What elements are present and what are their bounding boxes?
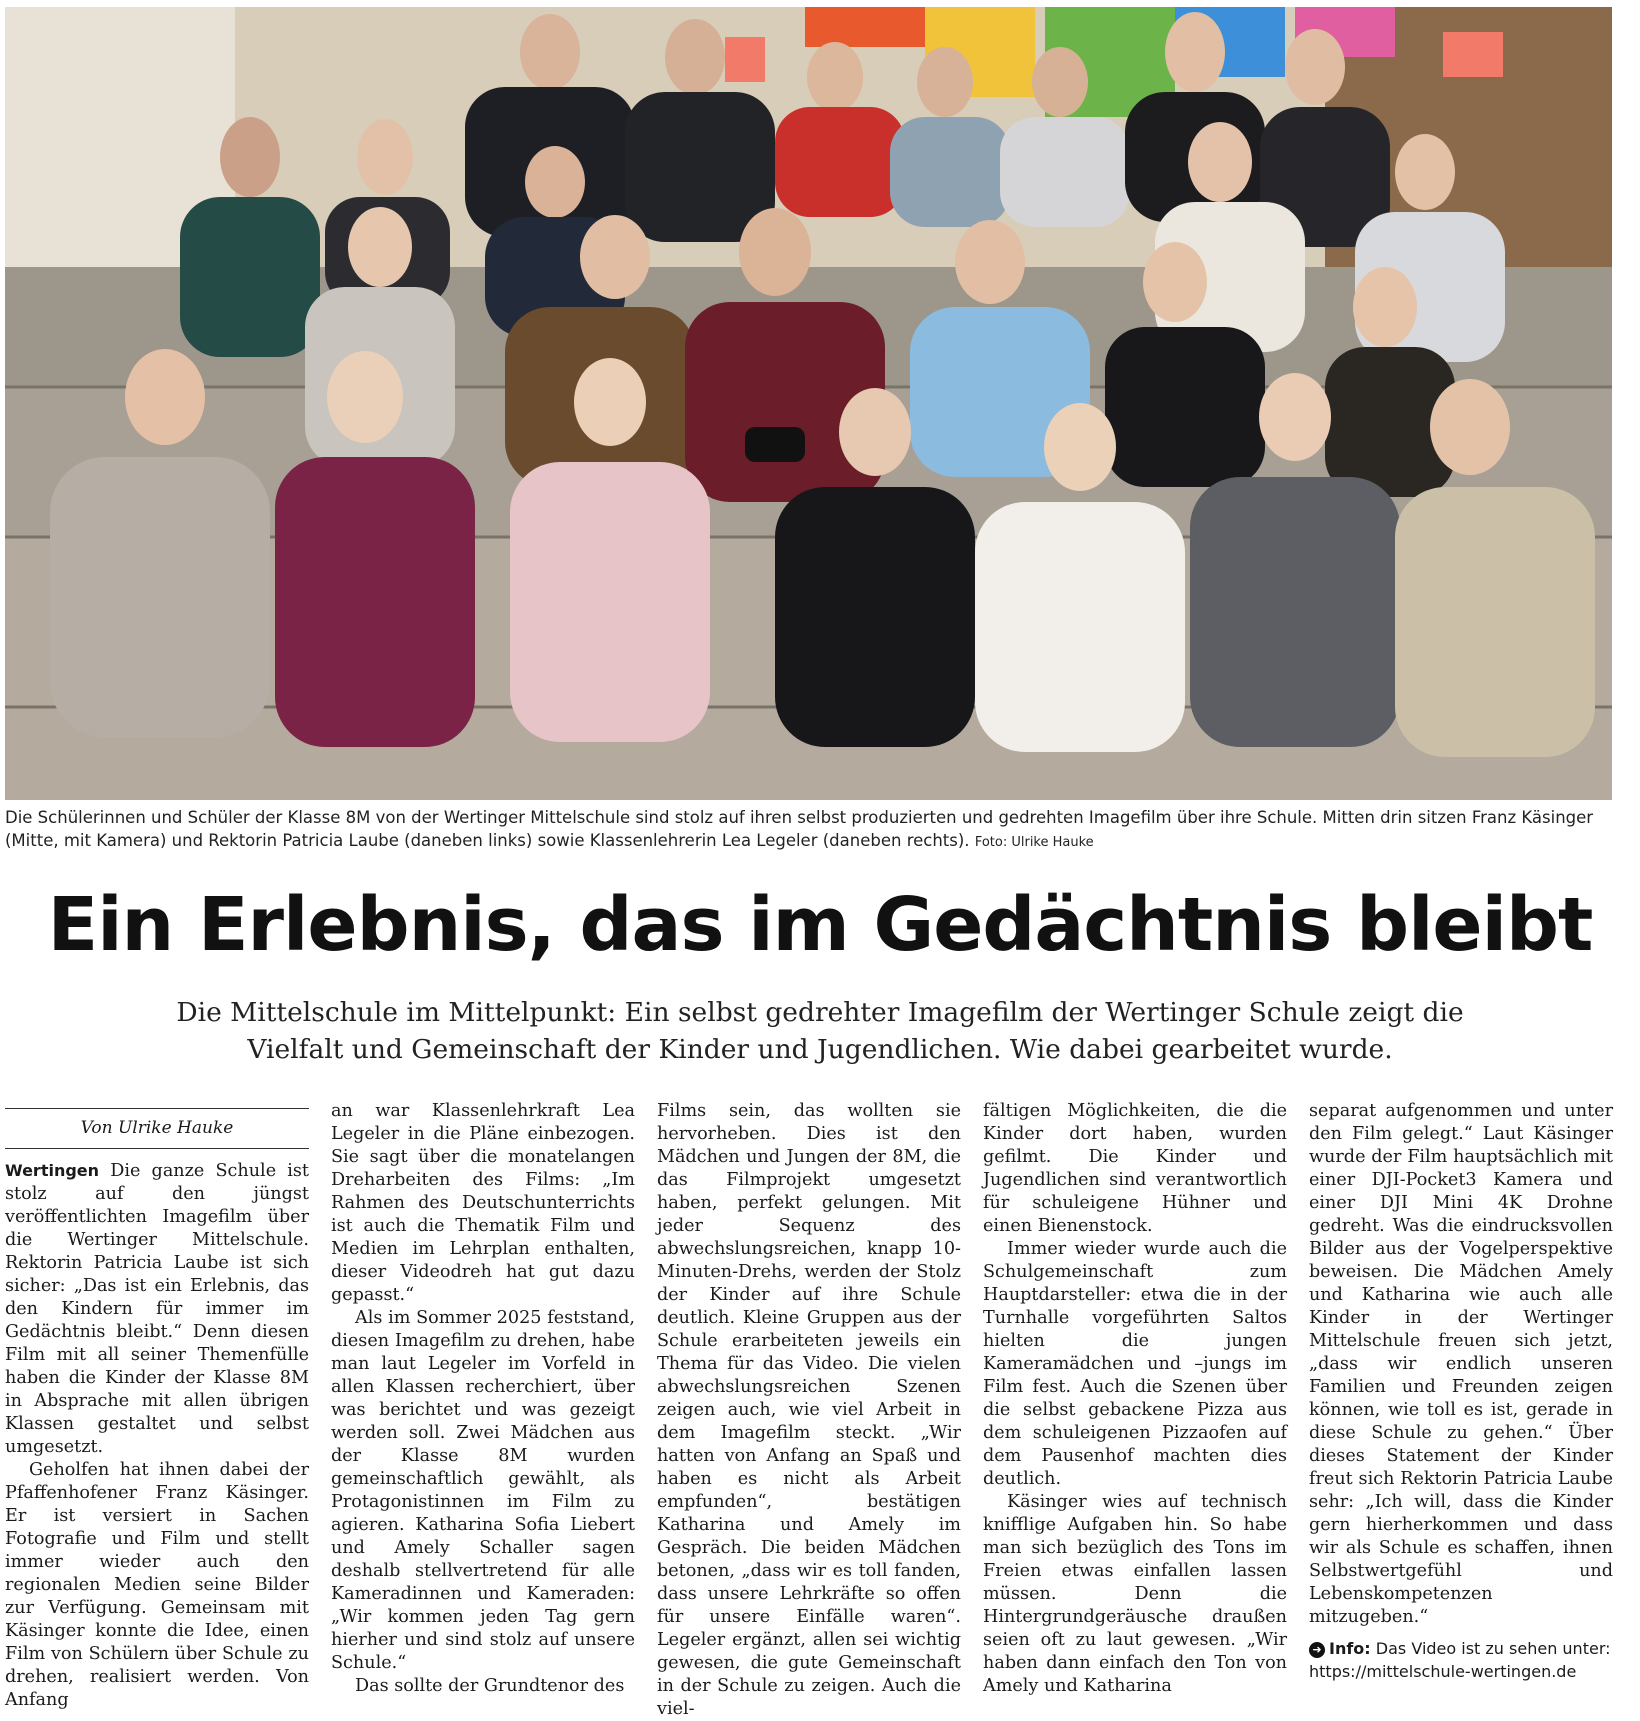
- paragraph: an war Klassenlehrkraft Lea Legeler in die Pläne einbezogen. Sie sagt über die monatelangen Dreharbeiten des Films: „Im Rahmen des Deutschunterrichts ist auch die Thematik Film und Medien im Lehrplan enthalten, dieser Videodreh hat gut dazu gepasst.“: [331, 1101, 635, 1305]
- byline-box: [5, 1108, 309, 1149]
- paragraph: Das sollte der Grundtenor des: [355, 1676, 625, 1696]
- paragraph: fältigen Möglichkeiten, die die Kinder dort haben, wurden gefilmt. Die Kinder und Jugendlichen sind verantwortlich für schuleigene Hühner und einen Bienenstock.: [983, 1101, 1287, 1236]
- paragraph: separat aufgenommen und unter den Film gelegt.“ Laut Käsinger wurde der Film hauptsächlich mit einer DJI-Pocket3 Kamera und einer DJI Mini 4K Drohne gedreht. Was die eindrucksvollen Bilder aus der Vogelperspektive beweisen. Die Mädchen Amely und Katharina wie auch alle Kinder in der Wertinger Mittelschule freuen sich jetzt, „dass wir endlich unseren Familien und Freunden zeigen können, wie toll es ist, gerade in diese Schule zu gehen.“ Über dieses Statement der Kinder freut sich Rektorin Patricia Laube sehr: „Ich will, dass die Kinder gern hierherkommen und dass wir als Schule es schaffen, ihnen Selbstwertgefühl und Lebenskompetenzen mitzugeben.“: [1309, 1101, 1613, 1627]
- column-4: [983, 1100, 1287, 1696]
- paragraph: Films sein, das wollten sie hervorheben. Dies ist den Mädchen und Jungen der 8M, die das Filmprojekt umgesetzt haben, perfekt gelungen. Mit jeder Sequenz des abwechslungsreichen, knapp 10-Minuten-Drehs, werden der Stolz der Kinder auf ihre Schule deutlich. Kleine Gruppen aus der Schule erarbeiteten jeweils ein Thema für das Video. Die vielen abwechslungsreichen Szenen zeigen auch, wie viel Arbeit in dem Imagefilm steckt. „Wir hatten von Anfang an Spaß und haben es nicht als Arbeit empfunden“, bestätigen Katharina und Amely im Gespräch. Die beiden Mädchen betonen, „dass wir es toll fanden, dass unsere Lehrkräfte so offen für unsere Einfälle waren“. Legeler ergänzt, allen sei wichtig gewesen, die gute Gemeinschaft in der Schule zu zeigen. Auch die viel-: [657, 1101, 961, 1719]
- subheadline-line: Die Mittelschule im Mittelpunkt: Ein selbst gedrehter Imagefilm der Wertinger Schule zeigt die: [176, 997, 1464, 1028]
- article-body: [5, 1100, 1617, 1719]
- paragraph: Geholfen hat ihnen dabei der Pfaffenhofener Franz Käsinger. Er ist versiert in Sachen Fotografie und Film und stellt immer wieder auch den regionalen Medien seine Bilder zur Verfügung. Gemeinsam mit Käsinger konnte die Idee, einen Film von Schülern über Schule zu drehen, realisiert werden. Von Anfang: [5, 1460, 309, 1710]
- arrow-right-icon: ➜: [1309, 1642, 1325, 1658]
- byline: Von Ulrike Hauke: [80, 1118, 234, 1138]
- subheadline: [120, 994, 1520, 1068]
- info-text: Das Video ist zu sehen unter:: [1375, 1639, 1611, 1658]
- headline: Ein Erlebnis, das im Gedächtnis bleibt: [47, 882, 1593, 968]
- group-photo-image: [5, 7, 1612, 800]
- paragraph: [5, 1159, 309, 1459]
- paragraph-text: Die ganze Schule ist stolz auf den jüngst veröffentlichten Imagefilm über die Wertinger Mittelschule. Rektorin Patricia Laube ist sich sicher: „Das ist ein Erlebnis, das den Kindern für immer im Gedächtnis bleibt.“ Denn diesen Film mit all seiner Themenfülle haben die Kinder der Klasse 8M in Absprache mit allen übrigen Klassen gestaltet und selbst umgesetzt.: [5, 1161, 310, 1457]
- photo-caption: [5, 806, 1613, 854]
- group-photo: [5, 7, 1612, 800]
- subheadline-line: Vielfalt und Gemeinschaft der Kinder und Jugendlichen. Wie dabei gearbeitet wurde.: [247, 1034, 1393, 1065]
- paragraph: Immer wieder wurde auch die Schulgemeinschaft zum Hauptdarsteller: etwa die in der Turnhalle vorgeführten Saltos hielten die jungen Kameramädchen und –jungs im Film fest. Auch die Szenen über die selbst gebackene Pizza aus dem schuleigenen Pizzaofen auf dem Pausenhof machten dies deutlich.: [983, 1239, 1287, 1489]
- dateline-place: Wertingen: [5, 1161, 100, 1180]
- photo-credit: Foto: Ulrike Hauke: [974, 835, 1094, 850]
- column-1: [5, 1100, 310, 1710]
- paper-decoration: [805, 7, 925, 47]
- info-box: [1309, 1637, 1613, 1683]
- paragraph: Käsinger wies auf technisch knifflige Aufgaben hin. So habe man sich bezüglich des Tons im Freien etwas einfallen lassen müssen. Denn die Hintergrundgeräusche draußen seien oft zu laut gewesen. „Wir haben dann einfach den Ton von Amely und Katharina: [983, 1492, 1287, 1696]
- paragraph: Als im Sommer 2025 feststand, diesen Imagefilm zu drehen, habe man laut Legeler im Vorfeld in allen Klassen recherchiert, über was berichtet und was gezeigt werden soll. Zwei Mädchen aus der Klasse 8M wurden gemeinschaftlich gewählt, als Protagonistinnen im Film zu agieren. Katharina Sofia Liebert und Amely Schaller sagen deshalb stellvertretend für alle Kameradinnen und Kameraden: „Wir kommen jeden Tag gern hierher und sind stolz auf unsere Schule.“: [331, 1308, 635, 1673]
- info-label: Info:: [1329, 1639, 1371, 1658]
- column-5: [1309, 1100, 1613, 1681]
- column-3: [657, 1100, 961, 1719]
- column-2: [331, 1100, 635, 1696]
- caption-text: Die Schülerinnen und Schüler der Klasse 8M von der Wertinger Mittelschule sind stolz auf ihren selbst produzierten und gedrehten Imagefilm über ihre Schule. Mitten drin sitzen Franz Käsinger (Mitte, mit Kamera) und Rektorin Patricia Laube (daneben links) sowie Klassenlehrerin Lea Legeler (daneben rechts).: [5, 808, 1594, 850]
- sticky-note: [725, 37, 765, 82]
- sticky-note: [1443, 32, 1503, 77]
- info-url[interactable]: https://mittelschule-wertingen.de: [1309, 1662, 1577, 1681]
